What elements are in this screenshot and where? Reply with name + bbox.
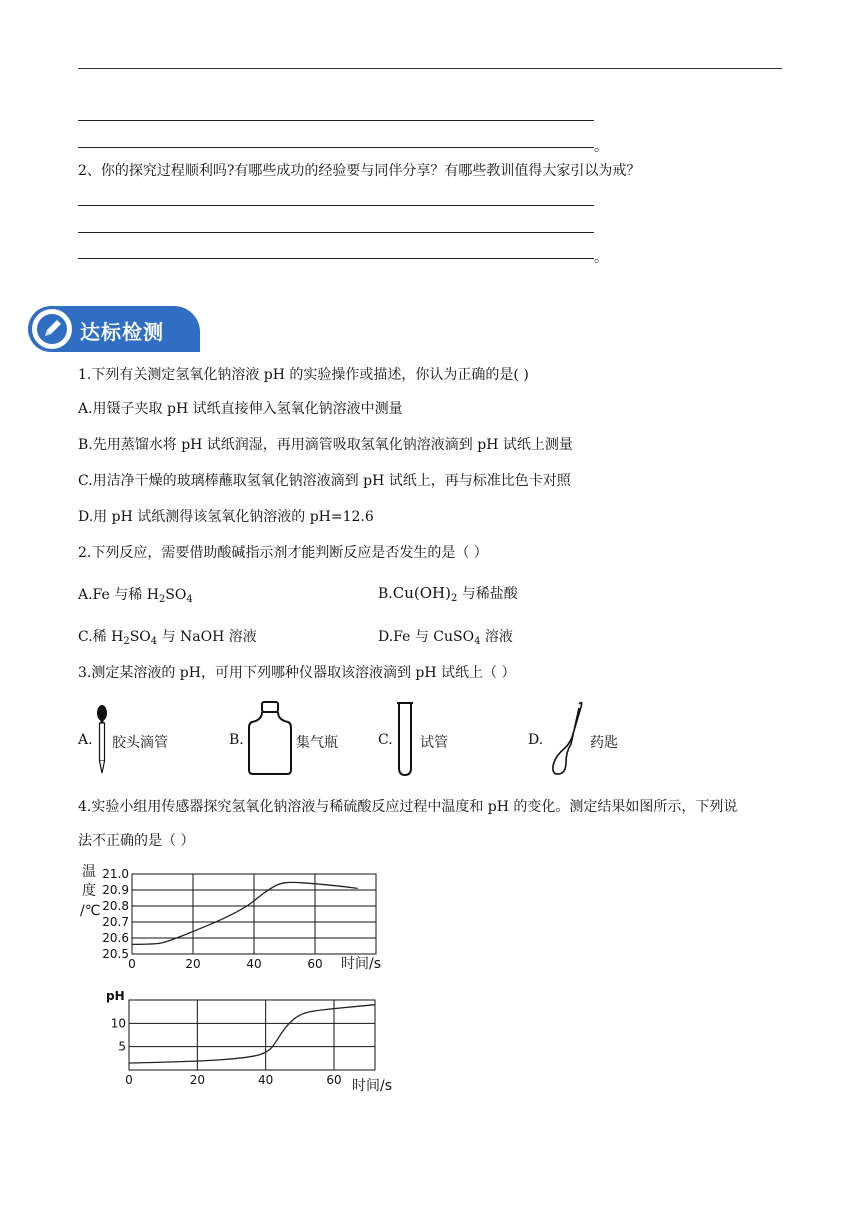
- q2-c-text: 与 NaOH 溶液: [157, 629, 257, 645]
- y-tick-label: 20.6: [102, 931, 129, 945]
- q2-c-text: C.稀 H: [78, 629, 124, 645]
- q3-option-a-label: 胶头滴管: [112, 735, 168, 751]
- q3-option-c-letter: C.: [378, 732, 393, 748]
- q2-a-text: SO: [165, 587, 187, 603]
- q4-stem-line2: 法不正确的是（ ）: [78, 833, 195, 849]
- answer-line: [78, 120, 594, 121]
- q2-c-sub: 2: [123, 636, 130, 647]
- q3-option-a-letter: A.: [78, 732, 93, 748]
- temperature-xlabel: 时间/s: [341, 956, 382, 972]
- y-tick-label: 10: [110, 1016, 126, 1031]
- q2-d-text: D.Fe 与 CuSO: [378, 629, 475, 645]
- q2-c-text: SO: [129, 629, 151, 645]
- q3-stem: 3.测定某溶液的 pH，可用下列哪种仪器取该溶液滴到 pH 试纸上（ ）: [78, 665, 516, 681]
- q2-a-sub: 2: [158, 594, 166, 605]
- q2-d-sub: 4: [474, 636, 481, 647]
- x-tick-label: 60: [307, 957, 323, 971]
- x-tick-label: 20: [185, 957, 201, 971]
- q2-a-text: A.Fe 与稀 H: [78, 587, 159, 603]
- temperature-series-line: [132, 882, 358, 944]
- ph-chart: [100, 984, 430, 1096]
- gas-bottle-icon: [246, 700, 294, 776]
- q4-stem-line1: 4.实验小组用传感器探究氢氧化钠溶液与稀硫酸反应过程中温度和 pH 的变化。测定结果如图所示，下列说: [78, 799, 738, 815]
- x-tick-label: 0: [125, 1073, 133, 1087]
- test-tube-icon: [394, 700, 416, 778]
- q2-option-a: [78, 586, 193, 609]
- x-tick-label: 40: [246, 957, 262, 971]
- pencil-badge: [30, 307, 74, 351]
- q1-option-b: B.先用蒸馏水将 pH 试纸润湿，再用滴管吸取氢氧化钠溶液滴到 pH 试纸上测量: [78, 437, 573, 453]
- answer-end-mark: 。: [594, 250, 608, 266]
- temperature-chart: [76, 858, 396, 974]
- q2-b-text: B.: [378, 586, 393, 602]
- q2-option-d: [378, 628, 513, 651]
- y-tick-label: 20.5: [102, 947, 129, 961]
- q2-stem: 2.下列反应，需要借助酸碱指示剂才能判断反应是否发生的是（ ）: [78, 545, 488, 561]
- spatula-icon: [545, 698, 587, 778]
- ph-xlabel: 时间/s: [352, 1078, 393, 1094]
- pencil-icon: [32, 309, 72, 349]
- header-rule: [78, 68, 782, 69]
- ph-ylabel: pH: [106, 989, 125, 1003]
- q2-a-sub: 4: [186, 594, 193, 605]
- q2-option-c: [78, 628, 257, 651]
- section-title: 达标检测: [80, 320, 164, 344]
- q3-option-d-label: 药匙: [590, 735, 618, 751]
- answer-line: [78, 258, 594, 259]
- x-tick-label: 40: [258, 1073, 274, 1087]
- dropper-icon: [94, 702, 110, 774]
- svg-text:度: 度: [82, 883, 96, 899]
- q2-b-text: 与稀盐酸: [457, 586, 518, 602]
- q3-option-d-letter: D.: [528, 732, 544, 748]
- svg-text:温: 温: [82, 864, 96, 880]
- x-tick-label: 60: [326, 1073, 342, 1087]
- plot-frame: [129, 1000, 375, 1070]
- q2-option-b: [378, 584, 518, 608]
- temperature-ylabel: [80, 864, 100, 919]
- answer-line: [78, 205, 594, 206]
- x-tick-label: 0: [128, 957, 136, 971]
- q3-option-b-label: 集气瓶: [296, 735, 338, 751]
- x-tick-label: 20: [189, 1073, 205, 1087]
- q2-d-text: 溶液: [480, 629, 513, 645]
- answer-line: [78, 232, 594, 233]
- y-tick-label: 20.8: [102, 899, 129, 913]
- answer-end-mark: 。: [594, 139, 608, 155]
- q2-c-sub: 4: [150, 636, 158, 647]
- q3-option-c-label: 试管: [420, 735, 448, 751]
- q1-stem: 1.下列有关测定氢氧化钠溶液 pH 的实验操作或描述，你认为正确的是( ): [78, 367, 529, 383]
- q1-option-c: C.用洁净干燥的玻璃棒蘸取氢氧化钠溶液滴到 pH 试纸上，再与标准比色卡对照: [78, 473, 571, 489]
- answer-line: [78, 147, 594, 148]
- q1-option-a: A.用镊子夹取 pH 试纸直接伸入氢氧化钠溶液中测量: [78, 401, 403, 417]
- q3-option-b-letter: B.: [229, 732, 244, 748]
- y-tick-label: 5: [118, 1039, 126, 1054]
- reflection-question-2: 2、你的探究过程顺利吗?有哪些成功的经验要与同伴分享？有哪些教训值得大家引以为戒？: [78, 163, 641, 179]
- y-tick-label: 21.0: [102, 867, 129, 881]
- q2-b-sub: 2: [450, 593, 458, 604]
- y-tick-label: 20.9: [102, 883, 129, 897]
- y-tick-label: 20.7: [102, 915, 129, 929]
- q1-option-d: D.用 pH 试纸测得该氢氧化钠溶液的 pH=12.6: [78, 509, 374, 525]
- ph-series-line: [129, 1005, 375, 1063]
- svg-text:/℃: /℃: [80, 903, 101, 919]
- q2-b-formula: Cu(OH): [392, 584, 451, 602]
